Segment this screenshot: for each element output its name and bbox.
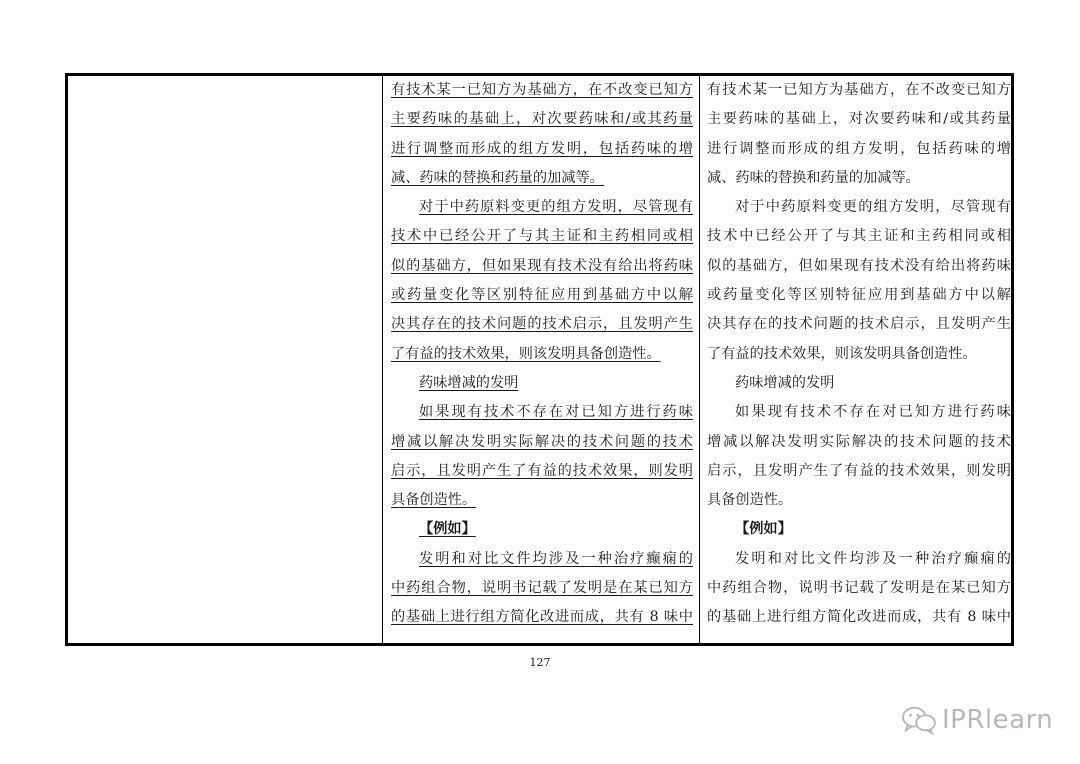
revised-underlined-text: 具备创造性。 (391, 492, 477, 509)
original-text-line: 如果现有技术不存在对已知方进行药味 (735, 404, 1011, 421)
wechat-icon (900, 705, 938, 735)
revised-underlined-text: 的基础上进行组方简化改进而成，共有 8 味中 (391, 609, 693, 626)
original-text-line: 中药组合物，说明书记载了发明是在某已知方 (707, 580, 1011, 597)
original-text-line: 发明和对比文件均涉及一种治疗癫痫的 (735, 550, 1011, 567)
original-text-line: 有技术某一已知方为基础方，在不改变已知方 (707, 82, 1011, 98)
revised-text-line (391, 545, 693, 574)
original-text-line: 的基础上进行组方简化改进而成，共有 8 味中 (707, 609, 1011, 626)
revised-text-line (391, 398, 693, 427)
original-text-line: 减、药味的替换和药量的加减等。 (707, 169, 920, 186)
revised-text-line (391, 252, 693, 281)
page-number: 127 (529, 656, 551, 669)
revised-text-column (391, 76, 693, 633)
revised-text-line (391, 515, 693, 544)
revised-underlined-text: 技术中已经公开了与其主证和主药相同或相 (391, 228, 693, 245)
comparison-table (65, 73, 1014, 646)
revised-underlined-text: 对于中药原料变更的组方发明，尽管现有 (419, 199, 693, 216)
original-text-line: 药味增减的发明 (735, 374, 835, 391)
revised-underlined-text: 启示，且发明产生了有益的技术效果，则发明 (391, 462, 693, 479)
revised-text-line (391, 486, 693, 515)
revised-text-line (391, 135, 693, 164)
original-text-line: 了有益的技术效果，则该发明具备创造性。 (707, 345, 977, 362)
revised-text-line (391, 193, 693, 222)
original-text-line: 增减以解决发明实际解决的技术问题的技术 (707, 433, 1011, 450)
watermark (900, 704, 1053, 736)
revised-underlined-text: 如果现有技术不存在对已知方进行药味 (419, 404, 693, 421)
watermark-text: IPRlearn (942, 705, 1054, 735)
revised-text-line (391, 76, 693, 105)
original-text-line: 决其存在的技术问题的技术启示，且发明产生 (707, 316, 1011, 333)
revised-text-line (391, 105, 693, 134)
revised-text-line (391, 164, 693, 193)
revised-text-line (391, 574, 693, 603)
revised-underlined-text: 似的基础方，但如果现有技术没有给出将药味 (391, 257, 693, 274)
revised-text-line (391, 222, 693, 251)
original-text-line: 具备创造性。 (707, 492, 793, 509)
revised-text-line (391, 369, 693, 398)
column-divider-left (382, 76, 383, 643)
original-text-line: 或药量变化等区别特征应用到基础方中以解 (707, 287, 1011, 304)
revised-underlined-text: 或药量变化等区别特征应用到基础方中以解 (391, 287, 693, 304)
revised-underlined-text: 发明和对比文件均涉及一种治疗癫痫的 (419, 550, 693, 567)
column-divider-right (699, 76, 700, 643)
revised-underlined-text: 决其存在的技术问题的技术启示，且发明产生 (391, 316, 693, 333)
original-text-line: 【例如】 (735, 521, 792, 538)
original-text-line: 对于中药原料变更的组方发明，尽管现有 (735, 199, 1011, 216)
original-text-column (707, 76, 1011, 633)
revised-text-line (391, 281, 693, 310)
original-text-line: 主要药味的基础上，对次要药味和/或其药量 (707, 111, 1011, 128)
revised-text-line (391, 340, 693, 369)
revised-underlined-text: 减、药味的替换和药量的加减等。 (391, 169, 604, 186)
revised-underlined-text: 药味增减的发明 (419, 374, 519, 391)
revised-underlined-text: 了有益的技术效果，则该发明具备创造性。 (391, 345, 661, 362)
revised-underlined-text: 进行调整而形成的组方发明，包括药味的增 (391, 140, 693, 157)
revised-text-line (391, 603, 693, 632)
original-text-line: 似的基础方，但如果现有技术没有给出将药味 (707, 257, 1011, 274)
original-text-line: 技术中已经公开了与其主证和主药相同或相 (707, 228, 1011, 245)
original-text-line: 进行调整而形成的组方发明，包括药味的增 (707, 140, 1011, 157)
revised-text-line (391, 310, 693, 339)
revised-underlined-text: 有技术某一已知方为基础方，在不改变已知方 (391, 82, 693, 98)
revised-underlined-text: 增减以解决发明实际解决的技术问题的技术 (391, 433, 693, 450)
revised-underlined-text: 中药组合物，说明书记载了发明是在某已知方 (391, 580, 693, 597)
original-text-line: 启示，且发明产生了有益的技术效果，则发明 (707, 462, 1011, 479)
revised-text-line (391, 428, 693, 457)
revised-underlined-text: 【例如】 (419, 521, 476, 538)
revised-underlined-text: 主要药味的基础上，对次要药味和/或其药量 (391, 111, 693, 128)
revised-text-line (391, 457, 693, 486)
